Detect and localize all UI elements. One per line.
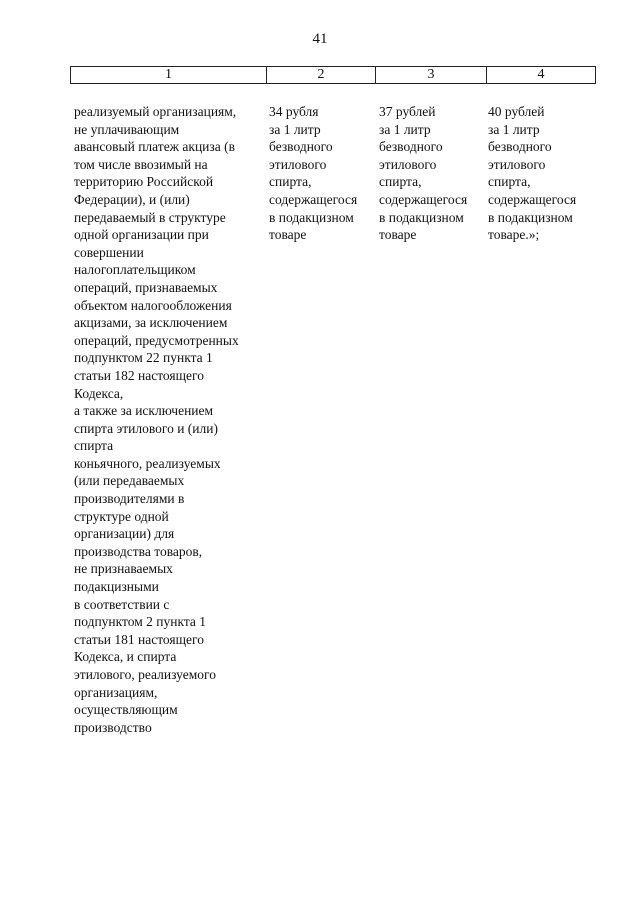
table-cell-rate-col2: 34 рубля за 1 литр безводного этилового спирта, содержащегося в подакцизном товаре	[269, 104, 358, 243]
table-cell-description: реализуемый организациям, не уплачивающим авансовый платеж акциза (в том числе ввозимый на территорию Российской Федерации), и (или) передаваемый в структуре одной организации при совершении налогоплательщиком операций, признаваемых объектом налогообложения акцизами, за исключением операций, предусмотренных подпунктом 22 пункта 1 статьи 182 настоящего Кодекса, а также за исключением спирта этилового и (или) спирта коньячного, реализуемых (или передаваемых производителями в структуре одной организации) для производства товаров, не признаваемых подакцизными в соответствии с подпунктом 2 пункта 1 статьи 181 настоящего Кодекса, и спирта этилового, реализуемого организациям, осуществляющим производство	[74, 104, 239, 735]
table-cell-rate-col4: 40 рублей за 1 литр безводного этилового спирта, содержащегося в подакцизном товаре.»;	[488, 104, 577, 243]
table-cell-rate-col3: 37 рублей за 1 литр безводного этилового спирта, содержащегося в подакцизном товаре	[379, 104, 468, 243]
table-header-col-1: 1	[71, 67, 267, 83]
table-header-row	[70, 66, 596, 84]
table-header-col-2: 2	[267, 67, 376, 83]
page-number: 41	[312, 31, 328, 47]
table-header-col-4: 4	[537, 67, 545, 82]
table-header-col-3: 3	[376, 67, 487, 83]
